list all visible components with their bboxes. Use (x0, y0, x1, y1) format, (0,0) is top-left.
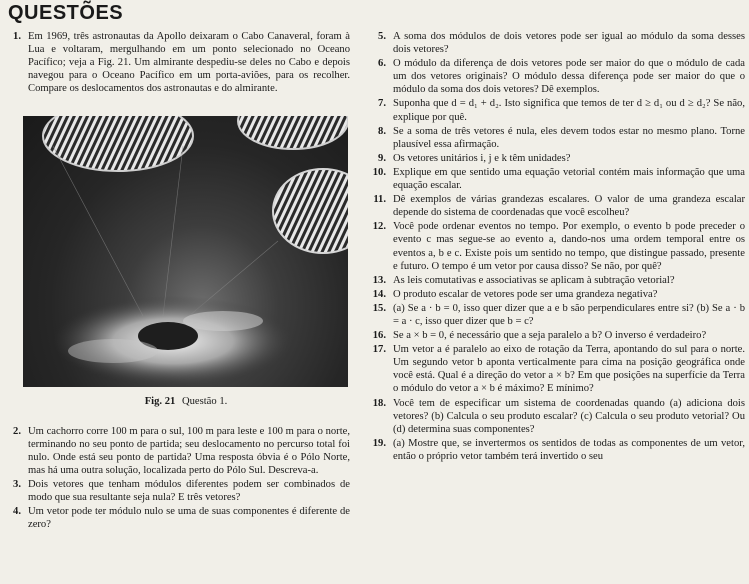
question-text: Os vetores unitários i, j e k têm unidades? (393, 152, 571, 164)
question-number: 8. (378, 125, 386, 137)
question-text: Você tem de especificar um sistema de coordenadas quando (a) adiciona dois vetores? (b) Calcula o seu produto escalar? (c) Calcula o seu produto vetorial? Ou (d) determina suas componentes? (393, 397, 745, 435)
question-item (371, 397, 745, 436)
question-item (371, 288, 745, 301)
question-text: Um vetor a é paralelo ao eixo de rotação da Terra, apontando do sul para o norte. Um segundo vetor b aponta verticalmente para cima na posição geográfica onde você está. Qual é a direção do vetor a × b? Em que posições na superfície da Terra o módulo do vetor a × b é máximo? E mínimo? (393, 344, 745, 395)
page-title: QUESTÕES (8, 2, 124, 24)
question-item (371, 166, 745, 192)
question-item (371, 437, 745, 463)
question-item (6, 30, 350, 95)
question-number: 4. (13, 506, 21, 518)
question-number: 5. (378, 31, 386, 42)
question-item (6, 478, 350, 504)
question-item (371, 152, 745, 165)
question-item (371, 125, 745, 151)
question-number: 15. (372, 302, 386, 314)
question-number: 11. (373, 194, 386, 206)
question-number: 6. (378, 58, 386, 70)
figure-caption-text: Questão 1. (181, 396, 228, 408)
question-item (371, 57, 745, 96)
question-number: 19. (372, 437, 386, 449)
question-item (6, 425, 350, 477)
question-number: 2. (13, 425, 21, 437)
question-item (371, 343, 745, 395)
question-text: O módulo da diferença de dois vetores pode ser maior do que o módulo de cada um dos vetores originais? O módulo dessa diferença pode ser maior do que o módulo da soma dos dois vetores? Dê exemplos. (393, 58, 745, 96)
parachute-splashdown-illustration (23, 116, 348, 387)
figure-caption (6, 395, 350, 408)
question-number: 17. (372, 344, 386, 356)
question-text: A soma dos módulos de dois vetores pode ser igual ao módulo da soma desses dois vetores? (393, 31, 745, 56)
question-number: 14. (372, 288, 386, 300)
question-item (6, 505, 350, 531)
question-text: Se a soma de três vetores é nula, eles devem todos estar no mesmo plano. Torne plausível essa afirmação. (393, 125, 745, 150)
question-text: O produto escalar de vetores pode ser uma grandeza negativa? (393, 288, 658, 300)
question-number: 7. (378, 98, 386, 110)
question-item (371, 302, 745, 328)
question-text: Explique em que sentido uma equação vetorial contém mais informação que uma equação escalar. (393, 166, 745, 192)
question-text: Você pode ordenar eventos no tempo. Por exemplo, o evento b pode preceder o evento c mas segue-se ao evento a, dando-nos uma ordem temporal entre os eventos a, b e c. Existe pois um sentido no tempo, que distingue passado, presente e futuro. O tempo é um vetor por causa disso? Se não, por quê? (393, 221, 745, 272)
left-column (6, 30, 350, 532)
question-item (371, 274, 745, 287)
question-text: Dois vetores que tenham módulos diferentes podem ser combinados de modo que sua resultante seja nula? E três vetores? (28, 478, 350, 504)
question-text: Um cachorro corre 100 m para o sul, 100 m para leste e 100 m para o norte, terminando no seu ponto de partida; seu deslocamento no percurso total foi nulo. Onde está seu ponto de partida? Uma resposta óbvia é o Pólo Norte, mas há uma outra solução, localizada perto do Pólo Sul. Descreva-a. (28, 425, 350, 476)
question-text: (a) Se a · b = 0, isso quer dizer que a e b são perpendiculares entre si? (b) Se a · b = a · c, isso quer dizer que b = c? (393, 302, 745, 327)
question-text: (a) Mostre que, se invertermos os sentidos de todas as componentes de um vetor, então o próprio vetor também terá invertido o seu (393, 437, 745, 462)
question-text: Em 1969, três astronautas da Apollo deixaram o Cabo Canaveral, foram à Lua e voltaram, mergulhando em um ponto selecionado no Oceano Pacífico; veja a Fig. 21. Um almirante despediu-se deles no Cabo e depois navegou para o Oceano Pacífico em um porta-aviões, para os recolher. Compare os deslocamentos dos astronautas e do almirante. (28, 31, 350, 95)
question-text: Se a × b = 0, é necessário que a seja paralelo a b? O inverso é verdadeiro? (393, 330, 707, 342)
parachute-canopy-right (273, 169, 348, 253)
question-number: 9. (378, 152, 386, 164)
right-column (371, 30, 745, 468)
question-number: 13. (372, 274, 386, 286)
question-item (371, 97, 745, 123)
question-text: As leis comutativas e associativas se aplicam à subtração vetorial? (393, 274, 675, 286)
question-text: Um vetor pode ter módulo nulo se uma de suas componentes é diferente de zero? (28, 506, 350, 531)
question-item (371, 193, 745, 219)
question-number: 3. (13, 478, 21, 490)
question-number: 12. (372, 221, 386, 233)
parachute-canopy-top-right (238, 116, 348, 149)
question-text: Suponha que d = d₁ + d₂. Isto significa que temos de ter d ≥ d₁ ou d ≥ d₂? Se não, explique por quê. (393, 98, 745, 123)
parachute-canopy-left (43, 116, 193, 171)
question-item (371, 329, 745, 342)
question-number: 10. (372, 166, 386, 178)
question-item (371, 220, 745, 272)
question-item (371, 30, 745, 56)
question-text: Dê exemplos de várias grandezas escalares. O valor de uma grandeza escalar depende do sistema de coordenadas que você escolheu? (393, 194, 745, 219)
figure-21-photo (23, 116, 348, 387)
figure-label: Fig. 21 (144, 396, 176, 408)
question-number: 16. (372, 330, 386, 342)
question-number: 18. (372, 397, 386, 409)
question-number: 1. (13, 31, 21, 42)
